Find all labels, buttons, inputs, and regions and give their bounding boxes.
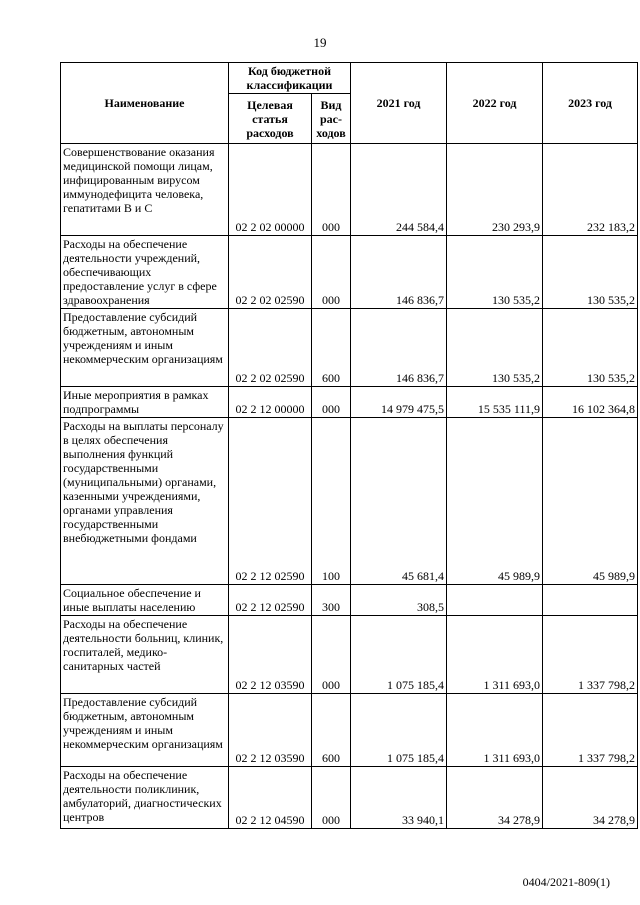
row-2021: 1 075 185,4: [351, 616, 447, 694]
row-type: 000: [312, 144, 351, 236]
row-target: 02 2 12 04590: [229, 767, 312, 829]
row-2022: 230 293,9: [447, 144, 543, 236]
row-type: 600: [312, 309, 351, 387]
row-name: Предоставление субсидий бюджетным, автономным учреждениям и иным некоммерческим организациям: [61, 309, 229, 387]
header-2023: 2023 год: [543, 63, 638, 144]
row-type: 000: [312, 767, 351, 829]
row-type: 000: [312, 616, 351, 694]
table-row: [61, 144, 638, 236]
row-target: 02 2 12 00000: [229, 387, 312, 418]
row-2022: 1 311 693,0: [447, 616, 543, 694]
row-2021: 146 836,7: [351, 309, 447, 387]
row-type: 300: [312, 585, 351, 616]
row-type: 600: [312, 694, 351, 767]
row-2021: 146 836,7: [351, 236, 447, 309]
row-2022: [447, 585, 543, 616]
row-2022: 1 311 693,0: [447, 694, 543, 767]
row-2023: 34 278,9: [543, 767, 638, 829]
row-2022: 34 278,9: [447, 767, 543, 829]
row-2022: 15 535 111,9: [447, 387, 543, 418]
row-2023: 1 337 798,2: [543, 694, 638, 767]
row-target: 02 2 02 02590: [229, 309, 312, 387]
row-target: 02 2 12 02590: [229, 585, 312, 616]
row-name: Социальное обеспечение и иные выплаты населению: [61, 585, 229, 616]
row-target: 02 2 12 03590: [229, 694, 312, 767]
row-2023: 130 535,2: [543, 236, 638, 309]
table-row: [61, 585, 638, 616]
row-2021: 45 681,4: [351, 418, 447, 585]
table-row: [61, 418, 638, 585]
header-kbk: Код бюджетной классификации: [229, 63, 351, 94]
row-name: Расходы на обеспечение деятельности поликлиник, амбулаторий, диагностических центров: [61, 767, 229, 829]
row-name: Расходы на обеспечение деятельности учреждений, обеспечивающих предоставление услуг в сфере здравоохранения: [61, 236, 229, 309]
table-row: [61, 616, 638, 694]
header-2021: 2021 год: [351, 63, 447, 144]
row-type: 000: [312, 236, 351, 309]
row-target: 02 2 12 03590: [229, 616, 312, 694]
row-2022: 130 535,2: [447, 236, 543, 309]
row-2023: 45 989,9: [543, 418, 638, 585]
table-row: [61, 236, 638, 309]
row-2021: 244 584,4: [351, 144, 447, 236]
row-2023: 16 102 364,8: [543, 387, 638, 418]
row-target: 02 2 02 00000: [229, 144, 312, 236]
row-2022: 130 535,2: [447, 309, 543, 387]
row-2023: 130 535,2: [543, 309, 638, 387]
header-type: Вид рас-ходов: [312, 94, 351, 144]
budget-table: [60, 62, 638, 829]
row-name: Расходы на обеспечение деятельности больниц, клиник, госпиталей, медико-санитарных частей: [61, 616, 229, 694]
document-id: 0404/2021-809(1): [522, 875, 610, 889]
table-row: [61, 767, 638, 829]
row-2023: [543, 585, 638, 616]
row-2021: 14 979 475,5: [351, 387, 447, 418]
row-2021: 1 075 185,4: [351, 694, 447, 767]
table-row: [61, 309, 638, 387]
row-2022: 45 989,9: [447, 418, 543, 585]
row-2021: 33 940,1: [351, 767, 447, 829]
table-row: [61, 694, 638, 767]
row-2023: 232 183,2: [543, 144, 638, 236]
row-name: Иные мероприятия в рамках подпрограммы: [61, 387, 229, 418]
row-name: Расходы на выплаты персоналу в целях обеспечения выполнения функций государственными (муниципальными) органами, казенными учреждениями, органами управления государственными внебюджетными фондами: [61, 418, 229, 585]
row-2023: 1 337 798,2: [543, 616, 638, 694]
table-row: [61, 387, 638, 418]
page-number: 19: [313, 35, 327, 50]
header-2022: 2022 год: [447, 63, 543, 144]
row-name: Совершенствование оказания медицинской помощи лицам, инфицированным вирусом иммунодефицита человека, гепатитами В и С: [61, 144, 229, 236]
row-2021: 308,5: [351, 585, 447, 616]
row-type: 000: [312, 387, 351, 418]
header-target: Целевая статья расходов: [229, 94, 312, 144]
row-type: 100: [312, 418, 351, 585]
row-name: Предоставление субсидий бюджетным, автономным учреждениям и иным некоммерческим организациям: [61, 694, 229, 767]
row-target: 02 2 02 02590: [229, 236, 312, 309]
row-target: 02 2 12 02590: [229, 418, 312, 585]
header-name: Наименование: [61, 63, 229, 144]
